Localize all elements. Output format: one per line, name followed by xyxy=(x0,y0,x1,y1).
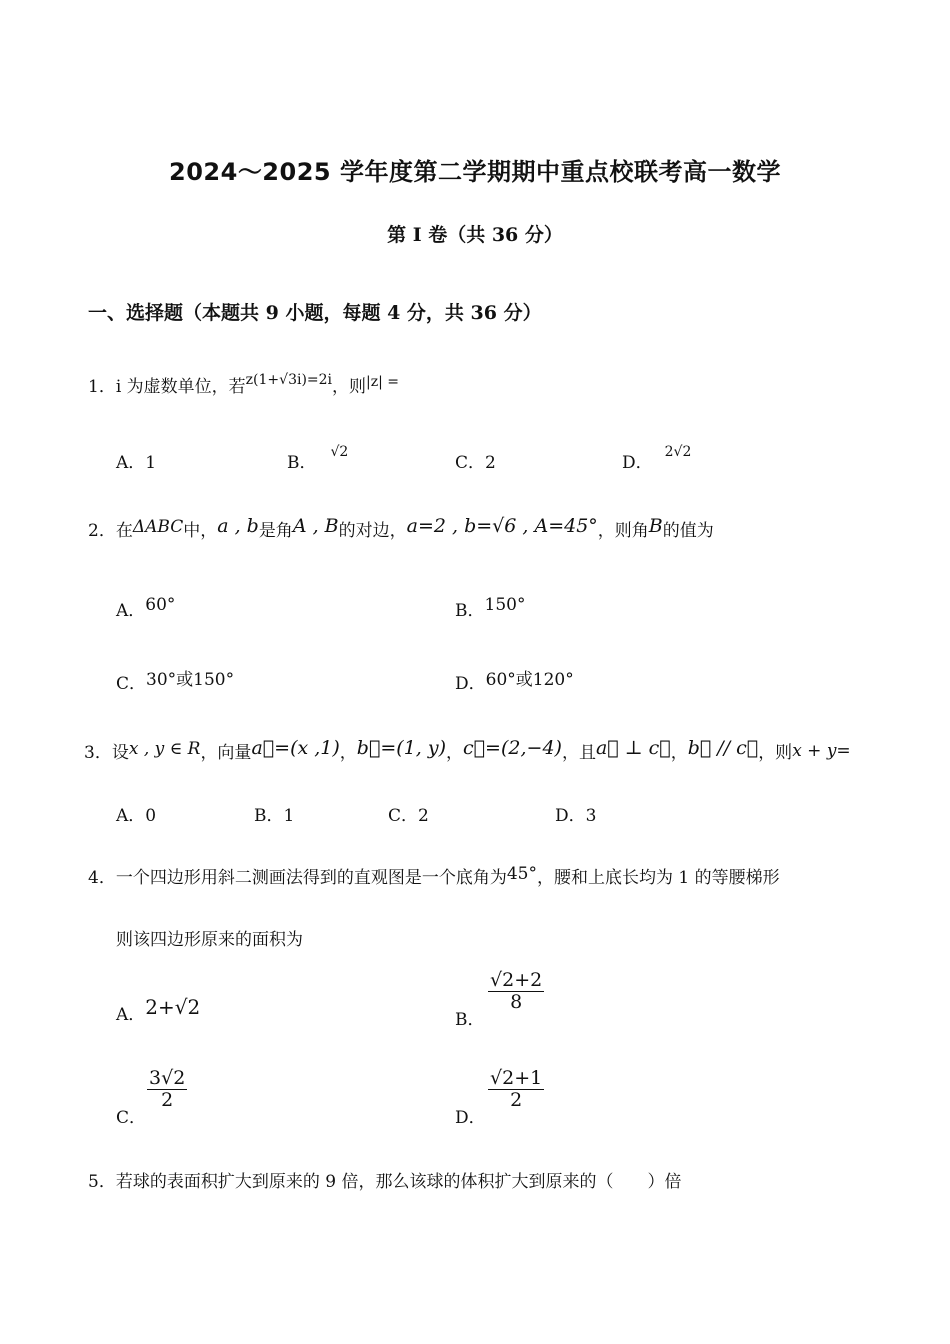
option-d xyxy=(555,801,596,826)
question-1 xyxy=(88,372,399,397)
option-c xyxy=(116,669,234,694)
question-number: 2． xyxy=(88,521,116,541)
option-label: A． xyxy=(116,453,146,473)
section-heading: 一、选择题（本题共 9 小题，每题 4 分，共 36 分） xyxy=(88,302,542,324)
option-value: 30°或150° xyxy=(146,670,235,690)
option-b xyxy=(287,444,349,473)
question-text: ，则 xyxy=(758,743,793,763)
formula: B xyxy=(648,515,663,537)
question-text: ，且 xyxy=(561,743,596,763)
question-text: 设 xyxy=(111,743,129,763)
question-text: 的对边， xyxy=(338,521,407,541)
formula: a=2 , b=√6 , A=45° xyxy=(406,515,598,537)
question-5 xyxy=(88,1167,681,1192)
option-b-value xyxy=(488,970,544,1013)
part-subtitle: 第 I 卷（共 36 分） xyxy=(387,224,563,246)
question-2 xyxy=(88,516,714,541)
option-label: D． xyxy=(622,453,653,473)
formula: ΔABC xyxy=(132,517,184,537)
question-text: 一个四边形用斜二测画法得到的直观图是一个底角为 xyxy=(115,868,507,888)
formula: a⃗=(x ,1) xyxy=(251,737,340,759)
option-value: 2 xyxy=(418,806,429,826)
page-title: 2024～2025 学年度第二学期期中重点校联考高一数学 xyxy=(169,158,781,186)
option-value: 1 xyxy=(145,453,157,473)
question-text: 中， xyxy=(183,521,218,541)
option-label: D． xyxy=(455,674,486,694)
question-text: 若球的表面积扩大到原来的 9 倍，那么该球的体积扩大到原来的（ ）倍 xyxy=(115,1172,682,1192)
formula: b⃗=(1, y) xyxy=(356,737,447,759)
option-value: 2 xyxy=(485,453,496,473)
denominator: 2 xyxy=(510,1088,523,1111)
option-d xyxy=(622,444,692,473)
option-label: A． xyxy=(116,806,146,826)
option-label: C． xyxy=(455,453,486,473)
option-c xyxy=(455,448,496,473)
option-b xyxy=(455,596,525,621)
formula: |z| = xyxy=(366,374,400,390)
formula: 45° xyxy=(506,864,537,884)
option-value: 2+√2 xyxy=(145,995,201,1019)
question-text: 的值为 xyxy=(662,521,714,541)
option-value: 150° xyxy=(484,595,526,615)
formula: a , b xyxy=(217,515,259,537)
numerator: √2+2 xyxy=(490,969,543,991)
denominator: 8 xyxy=(510,990,523,1013)
question-text: ，则角 xyxy=(597,521,649,541)
fraction xyxy=(488,1068,544,1111)
option-value: 60° xyxy=(145,595,176,615)
option-value: 2√2 xyxy=(664,444,692,460)
fraction xyxy=(147,1068,187,1111)
option-a xyxy=(116,995,201,1025)
option-c xyxy=(388,801,429,826)
option-b-label: B． xyxy=(455,1010,485,1030)
option-a xyxy=(116,801,156,826)
question-number: 3． xyxy=(84,743,112,763)
option-label: A． xyxy=(116,601,146,621)
option-label: D． xyxy=(555,806,586,826)
option-value: 3 xyxy=(585,806,597,826)
question-4-line2: 则该四边形原来的面积为 xyxy=(116,930,303,950)
option-label: B． xyxy=(287,453,317,473)
question-text: 是角 xyxy=(258,521,293,541)
formula: x + y= xyxy=(792,741,851,761)
question-text: ，向量 xyxy=(200,743,252,763)
denominator: 2 xyxy=(161,1088,174,1111)
question-text: i 为虚数单位，若 xyxy=(115,377,246,397)
fraction xyxy=(488,970,544,1013)
question-text: 在 xyxy=(115,521,133,541)
formula: x , y ∈ R xyxy=(128,739,201,759)
option-value: 0 xyxy=(145,806,157,826)
option-c-value xyxy=(147,1068,187,1111)
option-value: √2 xyxy=(330,444,349,460)
formula: b⃗ // c⃗ xyxy=(687,737,759,759)
numerator: 3√2 xyxy=(149,1067,186,1089)
option-label: B． xyxy=(455,601,485,621)
question-number: 5． xyxy=(88,1172,116,1192)
question-number: 4． xyxy=(88,868,116,888)
question-number: 1． xyxy=(88,377,116,397)
option-label: A． xyxy=(116,1005,146,1025)
option-a xyxy=(116,596,175,621)
option-d xyxy=(455,669,574,694)
option-c-label: C． xyxy=(116,1108,147,1128)
formula: a⃗ ⊥ c⃗ xyxy=(595,737,671,759)
question-text: ，腰和上底长均为 1 的等腰梯形 xyxy=(536,868,780,888)
question-4 xyxy=(88,863,780,888)
formula: z(1+√3i)=2i xyxy=(245,372,333,388)
option-label: B． xyxy=(254,806,284,826)
option-a xyxy=(116,448,156,473)
formula: c⃗=(2,−4) xyxy=(463,737,562,759)
formula: A , B xyxy=(292,515,339,537)
option-b xyxy=(254,801,294,826)
option-value: 1 xyxy=(283,806,295,826)
option-d-value xyxy=(488,1068,544,1111)
numerator: √2+1 xyxy=(490,1067,543,1089)
question-text: ，则 xyxy=(332,377,367,397)
option-label: C． xyxy=(388,806,419,826)
question-3: 3．设x , y ∈ R，向量a⃗=(x ,1)，b⃗=(1, y)，c⃗=(2,−4)，且a⃗ ⊥ c⃗，b⃗ // c⃗，则x + y= xyxy=(84,737,851,763)
option-value: 60°或120° xyxy=(485,670,574,690)
option-d-label: D． xyxy=(455,1108,486,1128)
option-label: C． xyxy=(116,674,147,694)
